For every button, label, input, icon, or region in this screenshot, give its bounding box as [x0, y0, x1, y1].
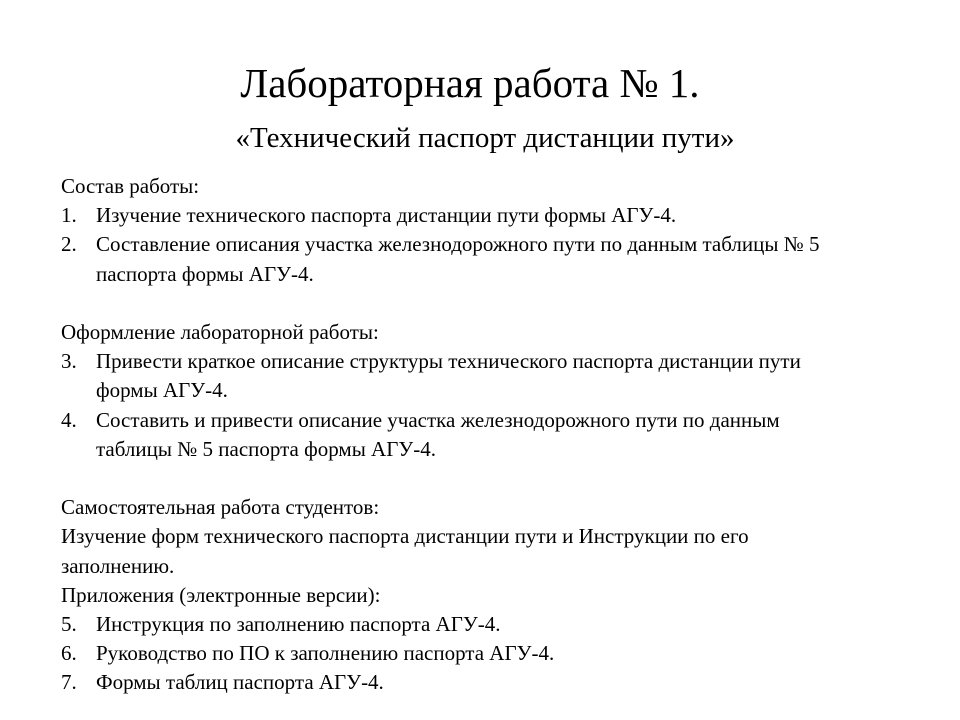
item-number: 2.	[61, 232, 77, 257]
list-item-2	[61, 230, 931, 288]
spacer	[61, 464, 931, 493]
slide-subtitle: «Технический паспорт дистанции пути»	[235, 122, 735, 154]
spacer	[61, 289, 931, 318]
item-text-continued: паспорта формы АГУ-4.	[96, 261, 314, 286]
slide-title: Лабораторная работа № 1.	[240, 60, 700, 106]
self-study-text-continued: заполнению.	[61, 553, 175, 578]
item-number: 6.	[61, 641, 77, 666]
self-study-text: Изучение форм технического паспорта дистанции пути и Инструкции по его	[61, 524, 749, 549]
item-text: Изучение технического паспорта дистанции пути формы АГУ-4.	[96, 203, 677, 228]
item-text-continued: формы АГУ-4.	[96, 378, 228, 403]
item-text-continued: таблицы № 5 паспорта формы АГУ-4.	[96, 436, 436, 461]
formatting-heading: Оформление лабораторной работы:	[61, 320, 379, 344]
item-number: 1.	[61, 203, 77, 228]
item-text: Формы таблиц паспорта АГУ-4.	[96, 670, 384, 695]
item-text: Составление описания участка железнодорожного пути по данным таблицы № 5	[96, 232, 820, 257]
item-number: 3.	[61, 349, 77, 374]
item-text: Составить и привести описание участка железнодорожного пути по данным	[96, 407, 780, 432]
list-item-3	[61, 347, 931, 405]
item-number: 7.	[61, 670, 77, 695]
list-item-5	[61, 610, 931, 639]
item-number: 4.	[61, 407, 77, 432]
list-item-6	[61, 639, 931, 668]
list-item-7	[61, 668, 931, 697]
slide-body	[61, 172, 931, 698]
appendices-heading: Приложения (электронные версии):	[61, 582, 381, 607]
item-text: Инструкция по заполнению паспорта АГУ-4.	[96, 612, 501, 637]
composition-heading: Состав работы:	[61, 174, 200, 198]
item-text: Руководство по ПО к заполнению паспорта АГУ-4.	[96, 641, 555, 666]
item-text: Привести краткое описание структуры технического паспорта дистанции пути	[96, 349, 801, 374]
item-number: 5.	[61, 612, 77, 637]
list-item-1	[61, 201, 931, 230]
self-study-heading: Самостоятельная работа студентов:	[61, 495, 380, 520]
list-item-4	[61, 406, 931, 464]
